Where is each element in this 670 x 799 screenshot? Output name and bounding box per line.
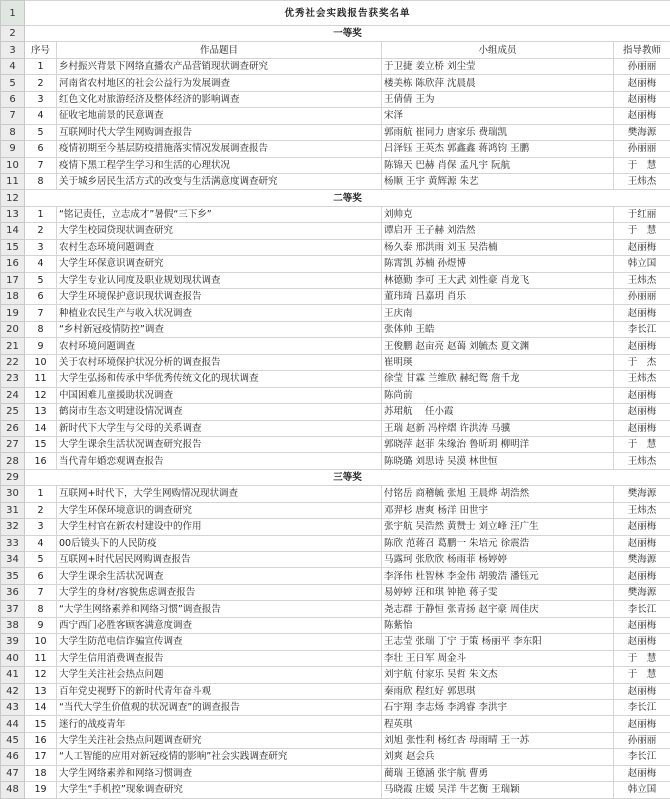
row-number[interactable]: 12 [1, 190, 25, 206]
cell-title[interactable]: 大学生环保环境意识的调查研究 [57, 502, 382, 518]
cell-title[interactable]: “乡村新冠疫情防控”调查 [57, 321, 382, 337]
cell-title[interactable]: 大学生课余生活状况调查研究报告 [57, 436, 382, 452]
row-number[interactable]: 41 [1, 667, 25, 683]
row-number[interactable]: 44 [1, 716, 25, 732]
cell-serial[interactable]: 10 [25, 634, 57, 650]
cell-title[interactable]: 互联网+时代居民网购调查报告 [57, 552, 382, 568]
cell-title[interactable]: 互联网+时代下，大学生网购情况现状调查 [57, 486, 382, 502]
cell-members[interactable]: 张体帅 王皓 [382, 321, 614, 337]
cell-teacher[interactable]: 于 慧 [614, 157, 670, 173]
cell-members[interactable]: 于卫捷 姜立桥 刘尘莹 [382, 58, 614, 74]
row-number[interactable]: 7 [1, 108, 25, 124]
cell-teacher[interactable]: 樊海源 [614, 584, 670, 600]
cell-members[interactable]: 马晓霞 庄媛 吴洋 牛艺衡 王瑞颖 [382, 782, 614, 798]
cell-members[interactable]: 张宇航 吴浩然 黄赞士 刘立峰 汪广生 [382, 519, 614, 535]
row-number[interactable]: 4 [1, 58, 25, 74]
cell-serial[interactable]: 1 [25, 486, 57, 502]
row-number[interactable]: 31 [1, 502, 25, 518]
table-row [1, 617, 670, 633]
cell-members[interactable]: 谭启开 王子赫 刘浩然 [382, 223, 614, 239]
row-1 [1, 1, 670, 26]
header-members[interactable]: 小组成员 [382, 42, 614, 58]
table-row [1, 371, 670, 387]
table-row [1, 124, 670, 140]
cell-members[interactable]: 刘宇航 付家乐 吴哲 朱文杰 [382, 667, 614, 683]
row-number[interactable]: 43 [1, 699, 25, 715]
cell-serial[interactable]: 3 [25, 239, 57, 255]
cell-title[interactable]: “大学生网络素养和网络习惯”调查报告 [57, 601, 382, 617]
cell-members[interactable]: 王瑞 赵新 冯梓熠 许洪涛 马骥 [382, 420, 614, 436]
section-row [1, 469, 670, 485]
row-number[interactable]: 27 [1, 436, 25, 452]
cell-title[interactable]: 当代青年婚恋观调查报告 [57, 453, 382, 469]
table-row [1, 91, 670, 107]
cell-serial[interactable]: 9 [25, 617, 57, 633]
row-number[interactable]: 3 [1, 42, 25, 58]
table-row [1, 157, 670, 173]
cell-serial[interactable]: 6 [25, 568, 57, 584]
cell-teacher[interactable]: 孙丽丽 [614, 58, 670, 74]
cell-serial[interactable]: 13 [25, 404, 57, 420]
cell-teacher[interactable]: 赵丽梅 [614, 239, 670, 255]
cell-serial[interactable]: 2 [25, 502, 57, 518]
cell-title[interactable]: 大学生“手机控”现象调查研究 [57, 782, 382, 798]
cell-teacher[interactable]: 赵丽梅 [614, 91, 670, 107]
row-number[interactable]: 46 [1, 749, 25, 765]
cell-teacher[interactable]: 赵丽梅 [614, 765, 670, 781]
table-row [1, 716, 670, 732]
row-number[interactable]: 26 [1, 420, 25, 436]
cell-teacher[interactable]: 赵丽梅 [614, 634, 670, 650]
cell-members[interactable]: 李壮 王日军 周金斗 [382, 650, 614, 666]
cell-serial[interactable]: 5 [25, 124, 57, 140]
table-row [1, 305, 670, 321]
cell-serial[interactable]: 11 [25, 371, 57, 387]
row-number[interactable]: 39 [1, 634, 25, 650]
cell-title[interactable]: “铭记责任，立志成才”暑假“三下乡” [57, 206, 382, 222]
cell-teacher[interactable]: 赵丽梅 [614, 108, 670, 124]
cell-members[interactable]: 王俊鹏 赵亩亮 赵蔼 刘毓杰 夏文渊 [382, 338, 614, 354]
table-row [1, 699, 670, 715]
cell-members[interactable]: 董玮琦 吕嘉玥 肖乐 [382, 289, 614, 305]
cell-members[interactable]: 陈锦天 巴赫 肖保 孟凡宇 阮航 [382, 157, 614, 173]
cell-members[interactable]: 王庆南 [382, 305, 614, 321]
cell-members[interactable]: 楼美栋 陈欣萍 沈晨晨 [382, 75, 614, 91]
section-row [1, 190, 670, 206]
cell-title[interactable]: 关于农村环境保护状况分析的调查报告 [57, 354, 382, 370]
cell-members[interactable]: 陈霄凯 苏楠 孙煜博 [382, 256, 614, 272]
cell-serial[interactable]: 15 [25, 716, 57, 732]
cell-serial[interactable]: 15 [25, 436, 57, 452]
cell-members[interactable]: 邓羿杉 唐爽 杨洋 田世宇 [382, 502, 614, 518]
table-row [1, 321, 670, 337]
cell-title[interactable]: 中国困难儿童援助状况调查 [57, 387, 382, 403]
cell-serial[interactable]: 12 [25, 667, 57, 683]
page-title[interactable]: 优秀社会实践报告获奖名单 [25, 1, 670, 26]
cell-serial[interactable]: 8 [25, 601, 57, 617]
cell-teacher[interactable]: 赵丽梅 [614, 338, 670, 354]
cell-teacher[interactable]: 韩立国 [614, 782, 670, 798]
row-number[interactable]: 30 [1, 486, 25, 502]
cell-teacher[interactable]: 王炜杰 [614, 453, 670, 469]
cell-teacher[interactable]: 赵丽梅 [614, 387, 670, 403]
cell-teacher[interactable]: 于 慧 [614, 223, 670, 239]
table-row [1, 650, 670, 666]
cell-members[interactable]: 陈欣 范蒋召 葛鹏一 朱培元 徐震浩 [382, 535, 614, 551]
cell-members[interactable]: 程英琪 [382, 716, 614, 732]
cell-members[interactable]: 尧志群 于静恒 张青扬 赵宇豪 周佳庆 [382, 601, 614, 617]
row-number[interactable]: 5 [1, 75, 25, 91]
table-row [1, 765, 670, 781]
cell-teacher[interactable]: 赵丽梅 [614, 420, 670, 436]
table-row [1, 535, 670, 551]
table-row [1, 289, 670, 305]
row-number[interactable]: 18 [1, 289, 25, 305]
table-row [1, 58, 670, 74]
row-number[interactable]: 8 [1, 124, 25, 140]
cell-serial[interactable]: 14 [25, 699, 57, 715]
cell-title[interactable]: 大学生网络素养和网络习惯调查 [57, 765, 382, 781]
cell-teacher[interactable]: 赵丽梅 [614, 305, 670, 321]
cell-title[interactable]: 大学生课余生活状况调查 [57, 568, 382, 584]
cell-members[interactable]: 林德勤 李可 王大武 刘性豪 肖龙飞 [382, 272, 614, 288]
cell-members[interactable]: 郭雨航 崔同力 唐家乐 费瑞凯 [382, 124, 614, 140]
cell-teacher[interactable]: 赵丽梅 [614, 404, 670, 420]
cell-members[interactable]: 杨顺 王宇 黄辉源 朱艺 [382, 173, 614, 189]
row-number[interactable]: 15 [1, 239, 25, 255]
cell-title[interactable]: “人工智能的应用对新冠疫情的影响”社会实践调查研究 [57, 749, 382, 765]
cell-serial[interactable]: 17 [25, 749, 57, 765]
table-row [1, 486, 670, 502]
cell-members[interactable]: 蔺瑞 王德涵 张宇航 曹勇 [382, 765, 614, 781]
table-row [1, 568, 670, 584]
cell-serial[interactable]: 4 [25, 256, 57, 272]
row-number[interactable]: 34 [1, 552, 25, 568]
table-row [1, 338, 670, 354]
cell-teacher[interactable]: 樊海源 [614, 486, 670, 502]
cell-title[interactable]: 乡村振兴背景下网络直播农产品营销现状调查研究 [57, 58, 382, 74]
row-number[interactable]: 38 [1, 617, 25, 633]
row-number[interactable]: 20 [1, 321, 25, 337]
table-row [1, 272, 670, 288]
cell-members[interactable]: 崔明瑛 [382, 354, 614, 370]
cell-members[interactable]: 陈尚前 [382, 387, 614, 403]
section-heading-first[interactable]: 一等奖 [25, 26, 670, 42]
cell-teacher[interactable]: 王炜杰 [614, 371, 670, 387]
cell-serial[interactable]: 4 [25, 535, 57, 551]
row-2 [1, 26, 670, 42]
cell-serial[interactable]: 8 [25, 173, 57, 189]
row-number[interactable]: 22 [1, 354, 25, 370]
cell-teacher[interactable]: 樊海源 [614, 552, 670, 568]
cell-title[interactable]: “当代大学生价值观的状况调查”的调查报告 [57, 699, 382, 715]
cell-members[interactable]: 易婷婷 汪和琪 钟艳 蒋子雯 [382, 584, 614, 600]
table-row [1, 519, 670, 535]
cell-members[interactable]: 秦雨欣 程红好 郭思琪 [382, 683, 614, 699]
section-heading[interactable]: 二等奖 [25, 190, 670, 206]
cell-teacher[interactable]: 于 慧 [614, 667, 670, 683]
cell-title[interactable]: 大学生信用消费调查报告 [57, 650, 382, 666]
cell-title[interactable]: 红色文化对旅游经济及整体经济的影响调查 [57, 91, 382, 107]
cell-teacher[interactable]: 赵丽梅 [614, 568, 670, 584]
row-number[interactable]: 10 [1, 157, 25, 173]
cell-members[interactable]: 马露珂 张欣欣 杨雨菲 杨婷婷 [382, 552, 614, 568]
cell-members[interactable]: 付铭岳 商稽毓 张旭 王晨烨 胡浩然 [382, 486, 614, 502]
cell-serial[interactable]: 7 [25, 157, 57, 173]
cell-title[interactable]: 西宁西门必胜客顾客满意度调查 [57, 617, 382, 633]
cell-serial[interactable]: 1 [25, 206, 57, 222]
cell-title[interactable]: 迷行的战疫青年 [57, 716, 382, 732]
row-number[interactable]: 29 [1, 469, 25, 485]
row-number[interactable]: 36 [1, 584, 25, 600]
cell-title[interactable]: 关于城乡居民生活方式的改变与生活满意度调查研究 [57, 173, 382, 189]
table-row [1, 436, 670, 452]
cell-serial[interactable]: 18 [25, 765, 57, 781]
row-number[interactable]: 42 [1, 683, 25, 699]
cell-members[interactable]: 宋泽 [382, 108, 614, 124]
row-number[interactable]: 14 [1, 223, 25, 239]
cell-title[interactable]: 大学生环保意识调查研究 [57, 256, 382, 272]
cell-teacher[interactable]: 孙丽丽 [614, 732, 670, 748]
cell-serial[interactable]: 3 [25, 91, 57, 107]
cell-serial[interactable]: 5 [25, 272, 57, 288]
table-row [1, 354, 670, 370]
cell-title[interactable]: 大学生校园贷现状调查研究 [57, 223, 382, 239]
cell-serial[interactable]: 11 [25, 650, 57, 666]
cell-teacher[interactable]: 赵丽梅 [614, 75, 670, 91]
cell-serial[interactable]: 7 [25, 584, 57, 600]
cell-title[interactable]: 大学生弘扬和传承中华优秀传统文化的现状调查 [57, 371, 382, 387]
row-number[interactable]: 21 [1, 338, 25, 354]
cell-serial[interactable]: 9 [25, 338, 57, 354]
cell-serial[interactable]: 6 [25, 289, 57, 305]
table-row [1, 256, 670, 272]
header-teacher[interactable]: 指导教师 [614, 42, 670, 58]
row-number[interactable]: 11 [1, 173, 25, 189]
table-row [1, 173, 670, 189]
cell-title[interactable]: 大学生环境保护意识现状调查报告 [57, 289, 382, 305]
row-number[interactable]: 33 [1, 535, 25, 551]
cell-serial[interactable]: 2 [25, 223, 57, 239]
cell-members[interactable]: 吕泽钰 王英杰 郭鑫鑫 蒋鸿钧 王鹏 [382, 141, 614, 157]
cell-title[interactable]: 疫情初期至今基层防疫措施落实情况发展调查报告 [57, 141, 382, 157]
cell-teacher[interactable]: 赵丽梅 [614, 716, 670, 732]
table-row [1, 683, 670, 699]
row-number[interactable]: 17 [1, 272, 25, 288]
cell-serial[interactable]: 6 [25, 141, 57, 157]
table-row [1, 404, 670, 420]
cell-teacher[interactable]: 王炜杰 [614, 173, 670, 189]
cell-teacher[interactable]: 于 杰 [614, 354, 670, 370]
row-number[interactable]: 9 [1, 141, 25, 157]
cell-members[interactable]: 陈晓璐 刘思诗 吴漠 林世恒 [382, 453, 614, 469]
cell-teacher[interactable]: 李长江 [614, 749, 670, 765]
cell-serial[interactable]: 10 [25, 354, 57, 370]
cell-teacher[interactable]: 王炜杰 [614, 502, 670, 518]
table-row [1, 584, 670, 600]
cell-teacher[interactable]: 赵丽梅 [614, 519, 670, 535]
cell-serial[interactable]: 3 [25, 519, 57, 535]
cell-teacher[interactable]: 孙丽丽 [614, 289, 670, 305]
row-number[interactable]: 40 [1, 650, 25, 666]
cell-title[interactable]: 农村环境问题调查 [57, 338, 382, 354]
cell-serial[interactable]: 13 [25, 683, 57, 699]
header-serial[interactable]: 序号 [25, 42, 57, 58]
row-number[interactable]: 16 [1, 256, 25, 272]
cell-serial[interactable]: 2 [25, 75, 57, 91]
cell-title[interactable]: 大学生村官在新农村建设中的作用 [57, 519, 382, 535]
table-row [1, 782, 670, 798]
cell-title[interactable]: 大学生防范电信诈骗宣传调查 [57, 634, 382, 650]
cell-members[interactable]: 杨久泰 邢洪雨 刘玉 吴浩楠 [382, 239, 614, 255]
cell-title[interactable]: 百年党史视野下的新时代青年奋斗观 [57, 683, 382, 699]
table-row [1, 206, 670, 222]
table-row [1, 749, 670, 765]
cell-teacher[interactable]: 李长江 [614, 321, 670, 337]
cell-teacher[interactable]: 赵丽梅 [614, 535, 670, 551]
table-row [1, 108, 670, 124]
row-number[interactable]: 13 [1, 206, 25, 222]
cell-serial[interactable]: 16 [25, 453, 57, 469]
cell-serial[interactable]: 4 [25, 108, 57, 124]
table-row [1, 387, 670, 403]
cell-title[interactable]: 大学生关注社会热点问题 [57, 667, 382, 683]
cell-serial[interactable]: 16 [25, 732, 57, 748]
header-title[interactable]: 作品题目 [57, 42, 382, 58]
cell-title[interactable]: 鹤岗市生态文明建设情况调查 [57, 404, 382, 420]
table-row [1, 732, 670, 748]
cell-serial[interactable]: 19 [25, 782, 57, 798]
row-number[interactable]: 25 [1, 404, 25, 420]
cell-members[interactable]: 徐莹 甘霖 兰维欣 赫纪鸳 詹千龙 [382, 371, 614, 387]
row-number[interactable]: 6 [1, 91, 25, 107]
cell-title[interactable]: 疫情下黑工程学生学习和生活的心理状况 [57, 157, 382, 173]
cell-teacher[interactable]: 王炜杰 [614, 272, 670, 288]
cell-title[interactable]: 新时代下大学生与父母的关系调查 [57, 420, 382, 436]
cell-teacher[interactable]: 于红丽 [614, 206, 670, 222]
cell-serial[interactable]: 8 [25, 321, 57, 337]
row-number[interactable]: 47 [1, 765, 25, 781]
table-row [1, 552, 670, 568]
cell-members[interactable]: 王倩倩 王为 [382, 91, 614, 107]
cell-teacher[interactable]: 赵丽梅 [614, 617, 670, 633]
cell-serial[interactable]: 12 [25, 387, 57, 403]
row-number[interactable]: 24 [1, 387, 25, 403]
table-row [1, 667, 670, 683]
table-row [1, 453, 670, 469]
cell-title[interactable]: 种植业农民生产与收入状况调查 [57, 305, 382, 321]
cell-serial[interactable]: 5 [25, 552, 57, 568]
cell-teacher[interactable]: 韩立国 [614, 256, 670, 272]
cell-title[interactable]: 大学生的身材/容貌焦虑调查报告 [57, 584, 382, 600]
row-number[interactable]: 2 [1, 26, 25, 42]
cell-members[interactable]: 李泽伟 杜智林 李金伟 胡骏浩 潘钰元 [382, 568, 614, 584]
row-number[interactable]: 1 [1, 1, 25, 26]
row-number[interactable]: 45 [1, 732, 25, 748]
table-row [1, 601, 670, 617]
cell-serial[interactable]: 1 [25, 58, 57, 74]
cell-teacher[interactable]: 于 慧 [614, 650, 670, 666]
cell-title[interactable]: 大学生专业认同度及职业规划现状调查 [57, 272, 382, 288]
row-number[interactable]: 37 [1, 601, 25, 617]
table-row [1, 223, 670, 239]
cell-members[interactable]: 苏珺航 任小霞 [382, 404, 614, 420]
row-number[interactable]: 19 [1, 305, 25, 321]
row-number[interactable]: 32 [1, 519, 25, 535]
cell-teacher[interactable]: 李长江 [614, 699, 670, 715]
cell-teacher[interactable]: 孙丽丽 [614, 141, 670, 157]
table-row [1, 141, 670, 157]
cell-teacher[interactable]: 樊海源 [614, 124, 670, 140]
cell-members[interactable]: 刘旭 张性利 杨红杏 母雨晴 王一苏 [382, 732, 614, 748]
table-row [1, 239, 670, 255]
cell-title[interactable]: 河南省农村地区的社会公益行为发展调查 [57, 75, 382, 91]
header-row [1, 42, 670, 58]
cell-members[interactable]: 陈紫怡 [382, 617, 614, 633]
cell-title[interactable]: 征收宅地前景的民意调查 [57, 108, 382, 124]
cell-teacher[interactable]: 于 慧 [614, 436, 670, 452]
cell-members[interactable]: 郭晓萍 赵菲 朱缘治 鲁昕玥 柳明洋 [382, 436, 614, 452]
cell-members[interactable]: 刘帅克 [382, 206, 614, 222]
cell-title[interactable]: 大学生关注社会热点问题调查研究 [57, 732, 382, 748]
row-number[interactable]: 23 [1, 371, 25, 387]
row-number[interactable]: 48 [1, 782, 25, 798]
cell-title[interactable]: 互联网时代大学生网购调查报告 [57, 124, 382, 140]
cell-teacher[interactable]: 李长江 [614, 601, 670, 617]
table-row [1, 75, 670, 91]
cell-title[interactable]: 00后镜头下的人民防疫 [57, 535, 382, 551]
row-number[interactable]: 35 [1, 568, 25, 584]
cell-members[interactable]: 王志莹 张瑞 丁宁 于策 杨丽平 李东阳 [382, 634, 614, 650]
table-row [1, 502, 670, 518]
table-row [1, 634, 670, 650]
cell-members[interactable]: 石宇翔 李志炀 李鸿睿 李洪宇 [382, 699, 614, 715]
row-number[interactable]: 28 [1, 453, 25, 469]
cell-serial[interactable]: 14 [25, 420, 57, 436]
table-row [1, 420, 670, 436]
cell-teacher[interactable]: 赵丽梅 [614, 683, 670, 699]
cell-title[interactable]: 农村生态环境问题调查 [57, 239, 382, 255]
cell-members[interactable]: 刘爽 赵会兵 [382, 749, 614, 765]
cell-serial[interactable]: 7 [25, 305, 57, 321]
section-heading[interactable]: 三等奖 [25, 469, 670, 485]
